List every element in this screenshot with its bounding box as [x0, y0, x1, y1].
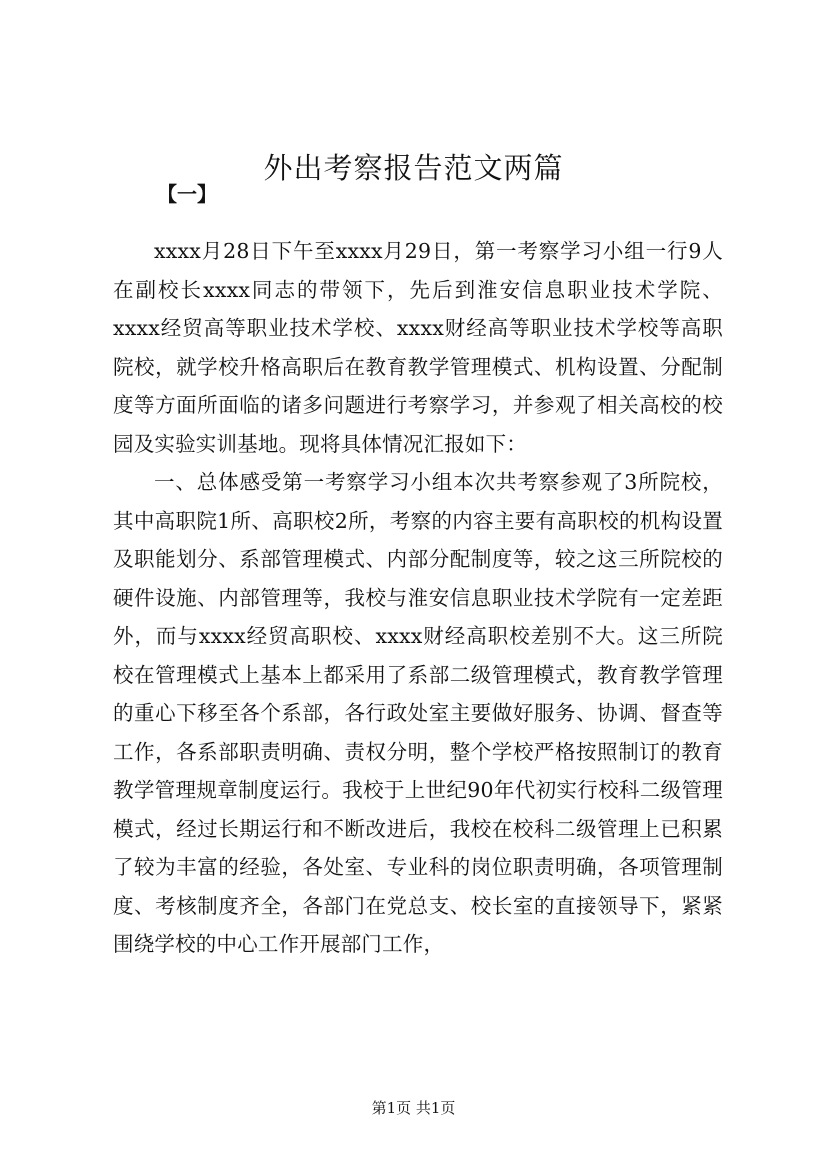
page-footer: 第1页 共1页: [371, 1099, 456, 1117]
paragraph-intro: xxxx月28日下午至xxxx月29日，第一考察学习小组一行9人在副校长xxxx同志的带领下，先后到淮安信息职业技术学院、xxxx经贸高等职业技术学校、xxxx财经高等职业技术学校等高职院校，就学校升格高职后在教育教学管理模式、机构设置、分配制度等方面所面临的诸多问题进行考察学习，并参观了相关高校的校园及实验实训基地。现将具体情况汇报如下：: [113, 239, 723, 456]
paragraph-summary: 一、总体感受第一考察学习小组本次共考察参观了3所院校，其中高职院1所、高职校2所，考察的内容主要有高职校的机构设置及职能划分、系部管理模式、内部分配制度等，较之这三所院校的硬件设施、内部管理等，我校与淮安信息职业技术学院有一定差距外，而与xxxx经贸高职校、xxxx财经高职校差别不大。这三所院校在管理模式上基本上都采用了系部二级管理模式，教育教学管理的重心下移至各个系部，各行政处室主要做好服务、协调、督查等工作，各系部职责明确、责权分明，整个学校严格按照制订的教育教学管理规章制度运行。我校于上世纪90年代初实行校科二级管理模式，经过长期运行和不断改进后，我校在校科二级管理上已积累了较为丰富的经验，各处室、专业科的岗位职责明确，各项管理制度、考核制度齐全，各部门在党总支、校长室的直接领导下，紧紧围绕学校的中心工作开展部门工作，: [113, 470, 723, 956]
document-title: 外出考察报告范文两篇: [263, 151, 564, 185]
document-body: [113, 232, 723, 964]
section-marker: 【一】: [157, 182, 217, 206]
